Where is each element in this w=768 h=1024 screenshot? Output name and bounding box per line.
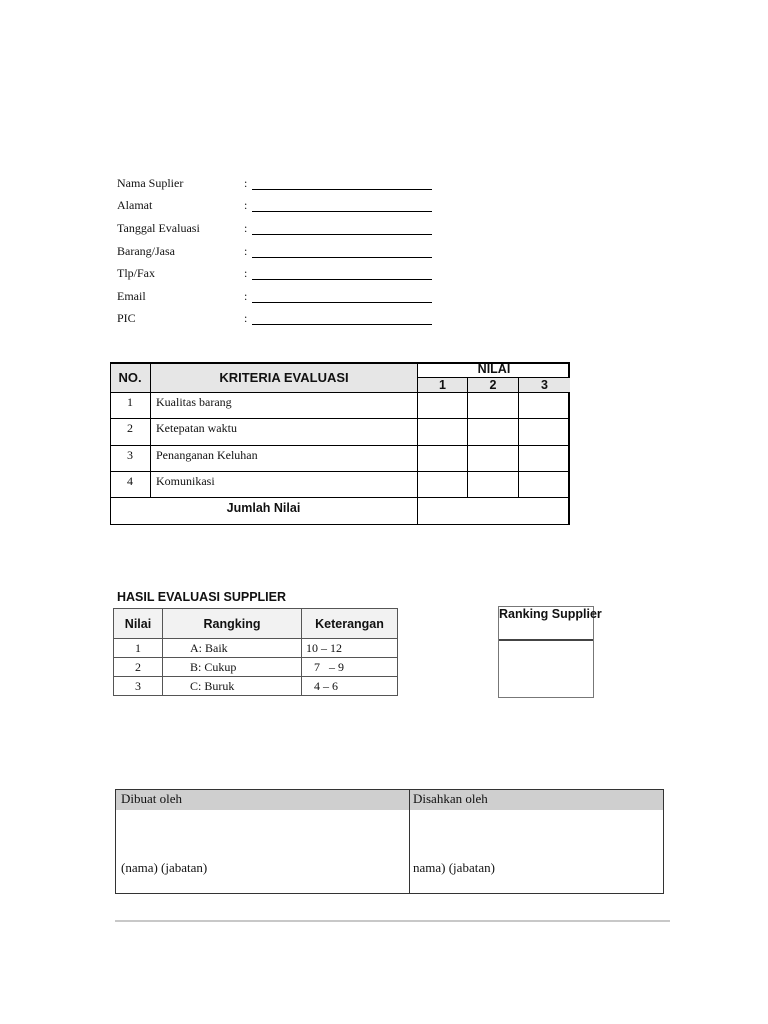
header-kriteria: KRITERIA EVALUASI	[151, 362, 418, 393]
hasil-header-rangking: Rangking	[163, 609, 302, 639]
row-2-score-1[interactable]	[418, 419, 468, 446]
field-blank-line	[252, 257, 432, 258]
field-colon: :	[244, 176, 248, 190]
header-nilai-3: 3	[519, 378, 570, 393]
table-row	[114, 677, 398, 696]
field-label: Alamat	[117, 198, 153, 212]
field-label: Tlp/Fax	[117, 266, 155, 280]
row-2-score-2[interactable]	[468, 419, 519, 446]
signature-table	[115, 789, 664, 894]
field-colon: :	[244, 244, 248, 258]
hasil-rangking: A: Baik	[163, 639, 302, 658]
field-label: Tanggal Evaluasi	[117, 221, 200, 235]
field-blank-line	[252, 279, 432, 280]
evaluation-table	[110, 362, 570, 525]
field-blank-line	[252, 302, 432, 303]
field-colon: :	[244, 266, 248, 280]
header-nilai-2: 2	[468, 378, 519, 393]
ranking-supplier-title: Ranking Supplier	[499, 607, 602, 621]
ranking-divider	[499, 639, 593, 641]
row-2-score-3[interactable]	[519, 419, 570, 446]
row-3-score-1[interactable]	[418, 446, 468, 472]
signature-header	[116, 790, 663, 810]
hasil-header-nilai: Nilai	[114, 609, 163, 639]
disahkan-nama-jabatan: nama) (jabatan)	[413, 860, 495, 875]
row-4-kriteria: Komunikasi	[151, 472, 418, 498]
row-3-score-3[interactable]	[519, 446, 570, 472]
field-blank-line	[252, 324, 432, 325]
hasil-table	[113, 608, 398, 696]
row-1-score-2[interactable]	[468, 393, 519, 419]
field-blank-line	[252, 234, 432, 235]
field-blank-line	[252, 189, 432, 190]
hasil-header-row	[114, 609, 398, 639]
total-value-cell[interactable]	[418, 498, 570, 525]
field-colon: :	[244, 221, 248, 235]
dibuat-oleh-label: Dibuat oleh	[121, 791, 183, 806]
hasil-nilai: 2	[114, 658, 163, 677]
ranking-supplier-box	[498, 606, 602, 698]
signature-divider	[409, 790, 410, 893]
hasil-header-keterangan: Keterangan	[302, 609, 398, 639]
field-colon: :	[244, 289, 248, 303]
field-label: Nama Suplier	[117, 176, 184, 190]
hasil-keterangan: 4 – 6	[302, 677, 398, 696]
header-no: NO.	[110, 362, 151, 393]
header-nilai-1: 1	[418, 378, 468, 393]
hasil-nilai: 1	[114, 639, 163, 658]
hasil-title: HASIL EVALUASI SUPPLIER	[117, 590, 287, 604]
hasil-nilai: 3	[114, 677, 163, 696]
field-label: Barang/Jasa	[117, 244, 175, 258]
hasil-rangking: B: Cukup	[163, 658, 302, 677]
hasil-keterangan: 7 – 9	[302, 658, 398, 677]
row-2-no: 2	[110, 419, 151, 446]
field-blank-line	[252, 211, 432, 212]
total-label: Jumlah Nilai	[110, 498, 418, 525]
field-label: Email	[117, 289, 146, 303]
dibuat-nama-jabatan: (nama) (jabatan)	[121, 860, 208, 875]
hasil-keterangan: 10 – 12	[302, 639, 398, 658]
header-nilai: NILAI	[418, 362, 570, 378]
row-4-score-2[interactable]	[468, 472, 519, 498]
field-colon: :	[244, 198, 248, 212]
table-row	[114, 639, 398, 658]
row-3-kriteria: Penanganan Keluhan	[151, 446, 418, 472]
hasil-rangking: C: Buruk	[163, 677, 302, 696]
table-row	[114, 658, 398, 677]
field-label: PIC	[117, 311, 136, 325]
row-1-score-3[interactable]	[519, 393, 570, 419]
row-2-kriteria: Ketepatan waktu	[151, 419, 418, 446]
row-3-score-2[interactable]	[468, 446, 519, 472]
row-3-no: 3	[110, 446, 151, 472]
row-4-score-3[interactable]	[519, 472, 570, 498]
row-1-kriteria: Kualitas barang	[151, 393, 418, 419]
row-4-no: 4	[110, 472, 151, 498]
row-1-no: 1	[110, 393, 151, 419]
disahkan-oleh-label: Disahkan oleh	[413, 791, 488, 806]
row-4-score-1[interactable]	[418, 472, 468, 498]
bottom-divider	[115, 920, 670, 922]
field-colon: :	[244, 311, 248, 325]
row-1-score-1[interactable]	[418, 393, 468, 419]
